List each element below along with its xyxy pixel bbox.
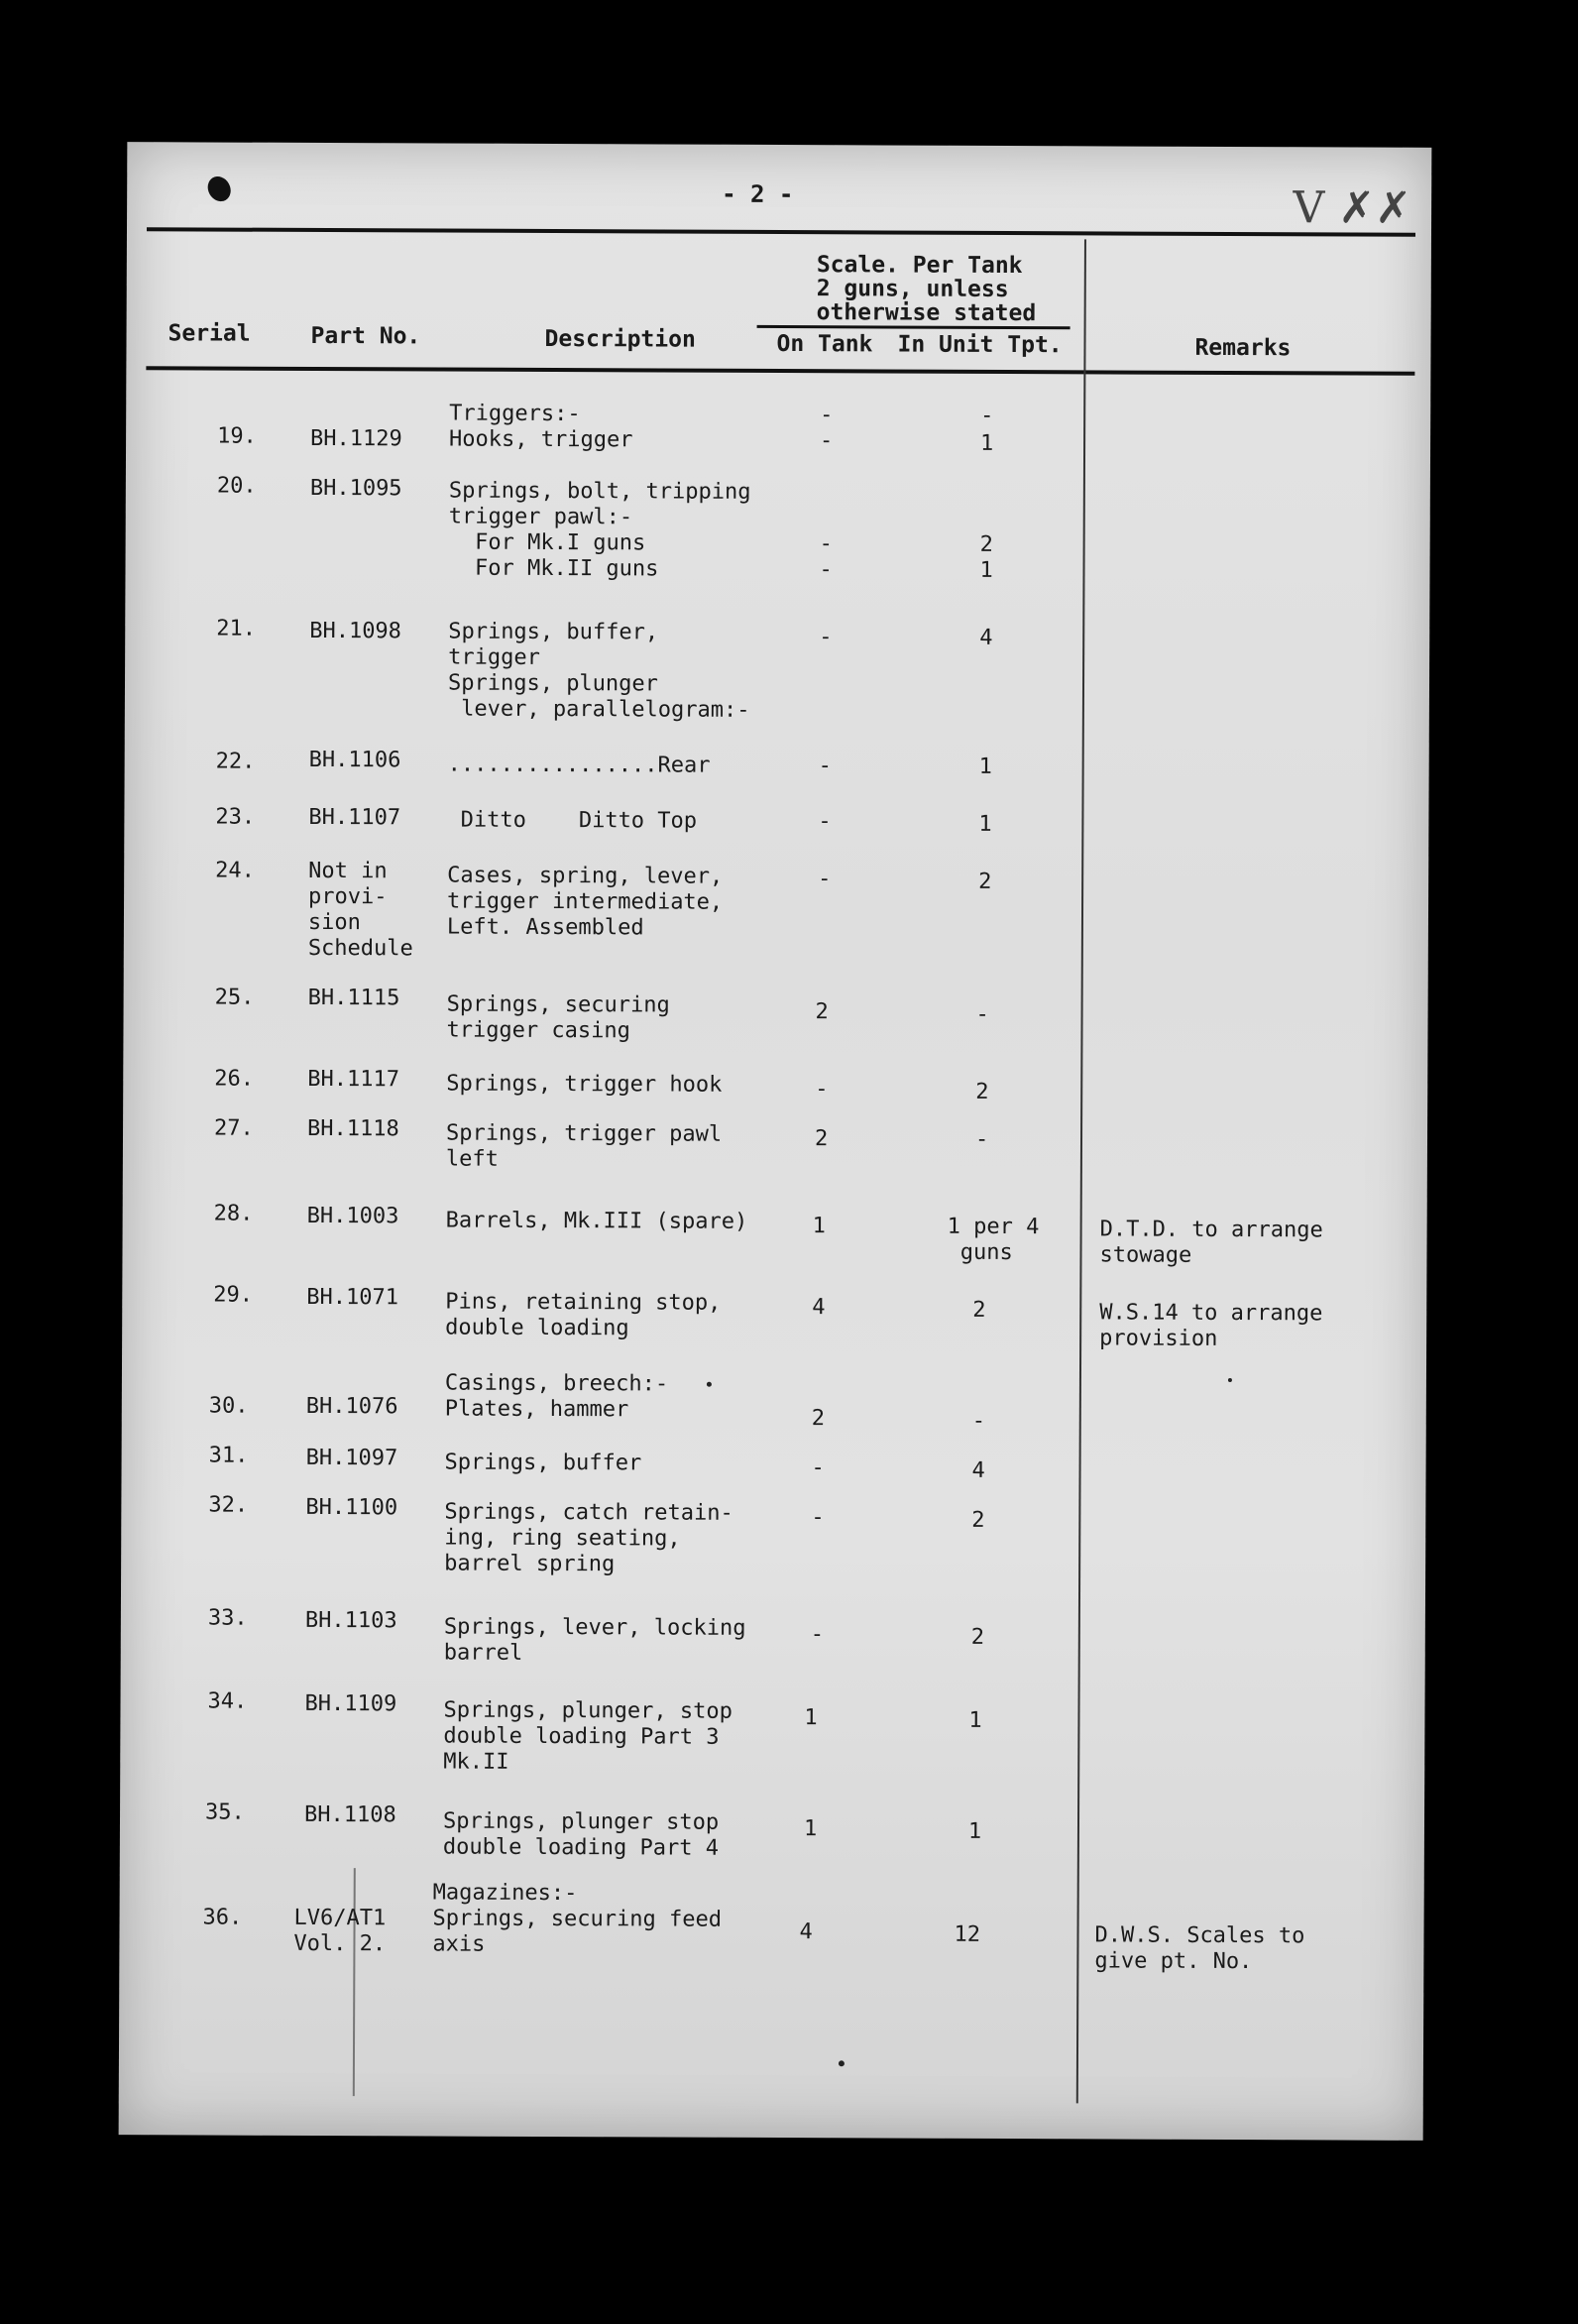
row-serial: 24. xyxy=(215,858,255,883)
row-in-unit: 2 xyxy=(975,1079,989,1104)
part-no-header: Part No. xyxy=(310,322,421,350)
page-number: - 2 - xyxy=(722,179,794,209)
row-in-unit: 1 xyxy=(978,754,992,779)
row-description: Springs, buffer, trigger Springs, plunger lever, parallelogram:- xyxy=(447,619,750,723)
row-on-tank: 4 xyxy=(812,1295,826,1321)
row-on-tank: - xyxy=(820,403,834,428)
handwritten-check-marks: V ✗✗ xyxy=(1293,182,1412,234)
description-header: Description xyxy=(544,325,696,353)
row-on-tank: - xyxy=(819,625,833,650)
row-part-no: BH.1071 xyxy=(306,1284,399,1311)
row-in-unit: - xyxy=(974,1126,989,1152)
row-on-tank: - xyxy=(818,867,832,892)
ink-speck xyxy=(839,2060,845,2066)
row-on-tank: - xyxy=(815,1077,829,1103)
row-on-tank: - xyxy=(818,754,832,779)
row-description: ................Rear xyxy=(447,752,711,778)
row-remarks: D.T.D. to arrange stowage xyxy=(1099,1217,1323,1268)
scale-heading-line1: Scale. Per Tank xyxy=(816,252,1023,280)
row-in-unit: 2 xyxy=(972,1297,986,1323)
row-in-unit: - xyxy=(971,1408,986,1434)
row-serial: 35. xyxy=(204,1800,245,1825)
row-in-unit: 1 xyxy=(980,430,994,456)
row-serial: 27. xyxy=(213,1115,254,1141)
row-in-unit: 2 1 xyxy=(979,531,993,583)
row-in-unit: 4 xyxy=(979,625,993,650)
row-description: Springs, trigger hook xyxy=(446,1071,723,1098)
row-description: Hooks, trigger xyxy=(449,426,633,453)
row-description: Springs, lever, locking barrel xyxy=(443,1614,746,1666)
row-part-no: BH.1118 xyxy=(306,1115,399,1142)
row-part-no: BH.1097 xyxy=(305,1445,398,1471)
row-description: Springs, plunger, stop double loading Part 3 Mk.II xyxy=(443,1697,733,1775)
row-on-tank: 2 xyxy=(815,999,829,1025)
remarks-header: Remarks xyxy=(1194,334,1292,362)
row-part-no: BH.1103 xyxy=(304,1607,397,1634)
row-part-no: BH.1109 xyxy=(304,1690,397,1717)
row-on-tank: 1 xyxy=(804,1705,818,1731)
row-part-no: BH.1108 xyxy=(303,1801,396,1828)
row-on-tank: - xyxy=(820,428,834,454)
row-in-unit: 4 xyxy=(971,1457,985,1483)
row-in-unit: 1 xyxy=(968,1707,982,1733)
row-on-tank: 1 xyxy=(812,1214,826,1239)
row-in-unit: 2 xyxy=(978,869,992,894)
row-serial: 26. xyxy=(214,1066,255,1092)
row-on-tank: 2 xyxy=(814,1126,829,1152)
row-serial: 29. xyxy=(213,1282,254,1308)
row-in-unit: 12 xyxy=(954,1921,981,1947)
row-in-unit: - xyxy=(980,403,994,428)
row-in-unit: 2 xyxy=(971,1507,985,1533)
row-description: Casings, breech:- Plates, hammer xyxy=(444,1370,669,1423)
row-description: Springs, catch retain- ing, ring seating, barrel spring xyxy=(444,1499,733,1577)
row-part-no: BH.1129 xyxy=(310,425,402,452)
row-in-unit: 2 xyxy=(970,1624,985,1650)
row-in-unit: 1 xyxy=(967,1818,982,1844)
row-in-unit: 1 xyxy=(978,811,992,837)
header-top-rule xyxy=(147,227,1415,237)
row-description: Triggers:- xyxy=(449,401,581,427)
row-on-tank: - - xyxy=(819,531,833,583)
serial-header: Serial xyxy=(168,320,251,347)
row-description: Springs, bolt, tripping trigger pawl:- xyxy=(448,478,751,530)
row-serial: 20. xyxy=(216,473,257,499)
row-description: Springs, trigger pawl left xyxy=(445,1120,723,1172)
row-part-no: BH.1095 xyxy=(309,475,402,502)
row-serial: 30. xyxy=(208,1393,249,1419)
on-tank-header: On Tank xyxy=(776,330,873,358)
row-on-tank: - xyxy=(818,809,832,835)
row-part-no: BH.1117 xyxy=(307,1066,400,1093)
ink-speck xyxy=(1228,1378,1232,1382)
row-serial: 33. xyxy=(207,1605,248,1631)
row-on-tank: 1 xyxy=(803,1816,818,1842)
header-bottom-rule xyxy=(146,366,1414,376)
row-description: Springs, plunger stop double loading Part 4 xyxy=(442,1808,720,1861)
row-description: Springs, buffer xyxy=(444,1450,642,1476)
in-unit-header: In Unit Tpt. xyxy=(897,331,1063,359)
row-on-tank: 2 xyxy=(811,1406,826,1432)
row-part-no: BH.1115 xyxy=(307,985,400,1011)
row-remarks: W.S.14 to arrange provision xyxy=(1099,1300,1323,1351)
part-column-trace xyxy=(353,1868,356,2096)
row-serial: 36. xyxy=(202,1905,243,1930)
row-description: Cases, spring, lever, trigger intermediate, Left. Assembled xyxy=(446,863,724,941)
row-serial: 21. xyxy=(216,616,257,641)
row-description: Pins, retaining stop, double loading xyxy=(445,1289,722,1341)
row-on-tank: - xyxy=(811,1455,825,1481)
row-description: Magazines:- Springs, securing feed axis xyxy=(432,1880,723,1957)
ink-speck xyxy=(707,1382,712,1387)
row-serial: 32. xyxy=(208,1492,249,1518)
row-description: For Mk.I guns For Mk.II guns xyxy=(448,529,659,582)
scale-heading-line3: otherwise stated xyxy=(816,299,1037,327)
row-part-no: Not in provi- sion Schedule xyxy=(307,858,413,962)
row-serial: 28. xyxy=(213,1201,254,1226)
row-on-tank: 4 xyxy=(799,1919,813,1945)
row-part-no: BH.1100 xyxy=(305,1494,398,1521)
document-page xyxy=(119,142,1432,2141)
row-description: Ditto Ditto Top xyxy=(447,807,698,834)
row-serial: 22. xyxy=(215,749,256,774)
row-serial: 19. xyxy=(217,423,257,449)
row-in-unit: - xyxy=(975,1001,989,1027)
row-serial: 23. xyxy=(215,804,256,830)
row-in-unit: 1 per 4 guns xyxy=(947,1214,1040,1266)
punch-hole xyxy=(203,173,235,205)
row-part-no: BH.1076 xyxy=(305,1393,398,1420)
row-remarks: D.W.S. Scales to give pt. No. xyxy=(1094,1922,1305,1975)
row-part-no: BH.1107 xyxy=(308,804,401,831)
row-part-no: BH.1003 xyxy=(306,1203,399,1229)
row-description: Barrels, Mk.III (spare) xyxy=(445,1208,748,1234)
scale-heading-line2: 2 guns, unless xyxy=(816,276,1009,303)
row-part-no: BH.1106 xyxy=(308,747,401,773)
row-part-no: BH.1098 xyxy=(309,618,402,644)
row-serial: 25. xyxy=(214,985,255,1010)
remarks-column-divider xyxy=(1076,239,1086,2103)
row-description: Springs, securing trigger casing xyxy=(446,991,670,1044)
row-on-tank: - xyxy=(810,1622,825,1648)
row-serial: 34. xyxy=(207,1688,248,1714)
row-on-tank: - xyxy=(811,1505,825,1531)
row-part-no: LV6/AT1 Vol. 2. xyxy=(293,1905,387,1957)
row-serial: 31. xyxy=(208,1443,249,1468)
